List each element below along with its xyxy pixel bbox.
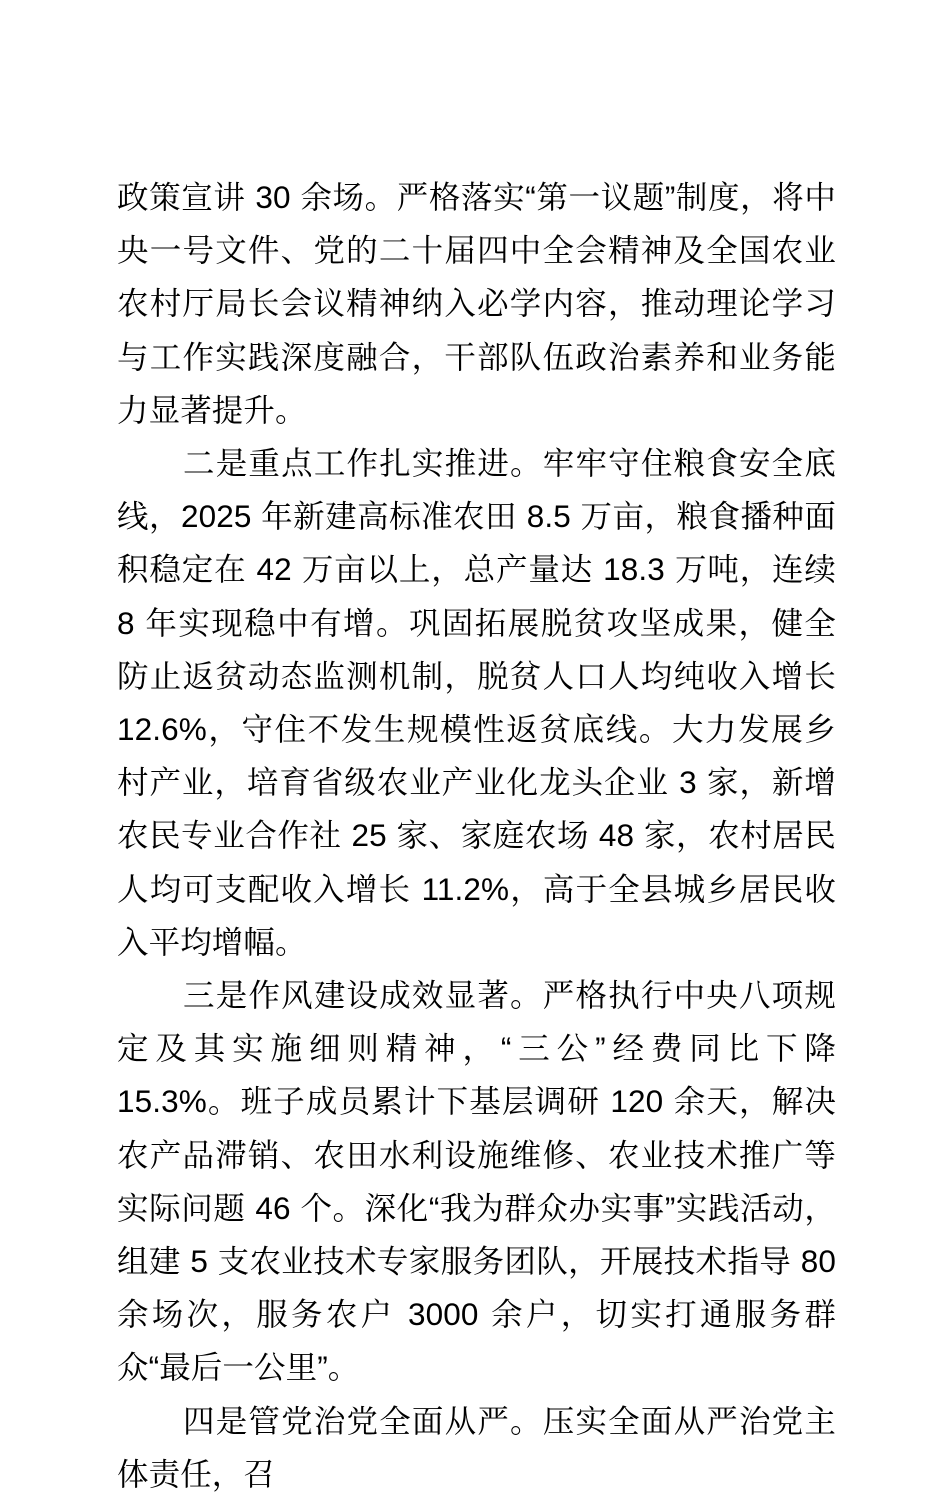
paragraph-point-four: 四是管党治党全面从严。压实全面从严治党主体责任，召: [117, 1402, 836, 1492]
paragraph-continuation: 政策宣讲 30 余场。严格落实“第一议题”制度，将中央一号文件、党的二十届四中全会精神及全国农业农村厅局长会议精神纳入必学内容，推动理论学习与工作实践深度融合，干部队伍政治素养和业务能力显著提升。: [117, 179, 836, 428]
document-text-body: [117, 171, 836, 1501]
paragraph-point-two: 二是重点工作扎实推进。牢牢守住粮食安全底线，2025 年新建高标准农田 8.5 万亩，粮食播种面积稳定在 42 万亩以上，总产量达 18.3 万吨，连续 8 年实现稳中有增。巩固拓展脱贫攻坚成果，健全防止返贫动态监测机制，脱贫人口人均纯收入增长 12.6%，守住不发生规模性返贫底线。大力发展乡村产业，培育省级农业产业化龙头企业 3 家，新增农民专业合作社 25 家、家庭农场 48 家，农村居民人均可支配收入增长 11.2%，高于全县城乡居民收入平均增幅。: [117, 445, 836, 960]
paragraph-point-three: 三是作风建设成效显著。严格执行中央八项规定及其实施细则精神，“三公”经费同比下降 15.3%。班子成员累计下基层调研 120 余天，解决农产品滞销、农田水利设施维修、农业技术推广等实际问题 46 个。深化“我为群众办实事”实践活动，组建 5 支农业技术专家服务团队，开展技术指导 80 余场次，服务农户 3000 余户，切实打通服务群众“最后一公里”。: [117, 977, 836, 1386]
